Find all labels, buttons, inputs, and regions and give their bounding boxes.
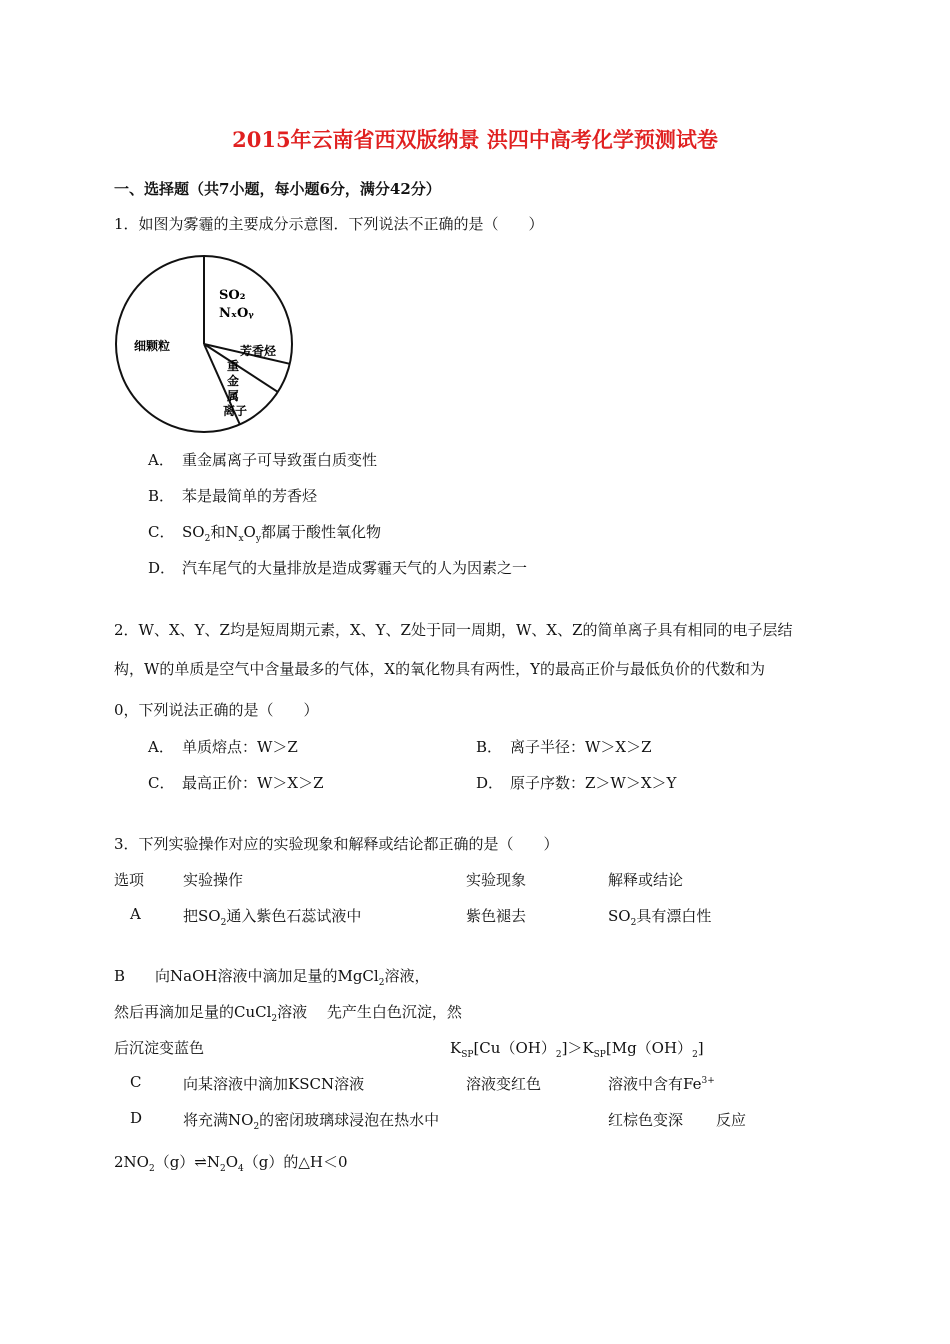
option-letter: A．	[148, 738, 174, 756]
subscript: 2	[253, 1122, 260, 1132]
q3-row-b-line-1[interactable]	[114, 965, 429, 988]
subscript: 4	[238, 1164, 244, 1174]
text: 将充满NO	[183, 1111, 254, 1129]
q3-header-phenomenon: 实验现象	[466, 871, 527, 889]
q2-stem-line-3: 0，下列说法正确的是（ ）	[114, 701, 319, 719]
option-text: 和N	[210, 523, 239, 541]
text: [Cu（OH）	[473, 1039, 556, 1057]
subscript: 2	[148, 1164, 155, 1174]
subscript: 2	[630, 918, 637, 928]
text: 溶液，	[384, 967, 430, 985]
superscript: 3+	[701, 1076, 715, 1086]
option-letter: B．	[476, 738, 503, 756]
subscript: 2	[692, 1050, 698, 1060]
pie-label-fine-particles: 细颗粒	[134, 339, 171, 353]
q3-header-conclusion: 解释或结论	[608, 871, 684, 889]
q3-row-a-phenomenon: 紫色褪去	[466, 907, 527, 925]
subscript: SP	[461, 1050, 474, 1060]
q2-option-a[interactable]	[148, 736, 298, 757]
text: 溶液中含有Fe	[608, 1075, 702, 1093]
pie-label-heavy-2: 金	[227, 374, 240, 388]
pie-label-heavy-4: 离子	[223, 404, 248, 418]
text: 把SO	[183, 907, 221, 925]
text: SO	[608, 907, 631, 925]
subscript: 2	[378, 978, 385, 988]
q3-row-a-option[interactable]: A	[130, 905, 141, 923]
q2-stem-line-1: 2．W、X、Y、Z均是短周期元素，X、Y、Z处于同一周期，W、X、Z的简单离子具有相同的电子层结	[114, 621, 793, 639]
option-text: 离子半径：W＞X＞Z	[510, 738, 652, 756]
text: ]	[697, 1039, 704, 1057]
option-text: 原子序数：Z＞W＞X＞Y	[510, 774, 677, 792]
text: 的密闭玻璃球浸泡在热水中	[259, 1111, 440, 1129]
section-heading: 一、选择题（共7小题，每小题6分，满分42分）	[114, 180, 441, 198]
option-text: 苯是最简单的芳香烃	[182, 487, 318, 505]
q3-row-d-phenomenon: 红棕色变深	[608, 1111, 684, 1129]
haze-pie-chart	[112, 244, 302, 434]
pie-label-so2: SO₂	[219, 288, 246, 303]
text: （g）的△H＜0	[243, 1153, 348, 1171]
option-text: 单质熔点：W＞Z	[182, 738, 298, 756]
text: （g）⇌N	[154, 1153, 220, 1171]
q3-stem: 3．下列实验操作对应的实验现象和解释或结论都正确的是（ ）	[114, 835, 559, 853]
option-letter: D．	[476, 774, 504, 792]
option-letter: D．	[148, 559, 176, 577]
option-text: 重金属离子可导致蛋白质变性	[182, 451, 378, 469]
option-letter: C．	[148, 774, 175, 792]
q3-row-b-line-3: 后沉淀变蓝色	[114, 1039, 205, 1057]
option-letter: A．	[148, 451, 174, 469]
q3-row-c-conclusion	[608, 1073, 715, 1094]
text: O	[225, 1153, 239, 1171]
q3-row-c-operation: 向某溶液中滴加KSCN溶液	[183, 1075, 365, 1093]
q3-row-d-operation	[183, 1109, 439, 1132]
option-text: O	[243, 523, 256, 541]
subscript: x	[238, 534, 244, 544]
q3-row-c-option[interactable]: C	[130, 1073, 142, 1091]
subscript: 2	[271, 1014, 278, 1024]
q3-row-b-conclusion	[450, 1037, 704, 1060]
q2-option-c[interactable]	[148, 772, 324, 793]
subscript: 2	[220, 918, 227, 928]
pie-label-aromatic: 芳香烃	[240, 344, 277, 358]
subscript: 2	[220, 1164, 226, 1174]
option-letter: C．	[148, 523, 175, 541]
q3-header-operation: 实验操作	[183, 871, 244, 889]
pie-label-heavy-3: 属	[227, 389, 240, 403]
q1-stem: 1．如图为雾霾的主要成分示意图．下列说法不正确的是（ ）	[114, 215, 544, 233]
option-letter: B．	[148, 487, 175, 505]
q2-option-d[interactable]	[476, 772, 676, 793]
q3-row-b-line-2	[114, 1001, 462, 1024]
q3-row-d-conclusion: 反应	[716, 1111, 747, 1129]
q3-row-d-option[interactable]: D	[130, 1109, 143, 1127]
option-text: SO	[182, 523, 205, 541]
subscript: 2	[204, 534, 211, 544]
text: 具有漂白性	[636, 907, 712, 925]
text: 溶液 先产生白色沉淀，然	[277, 1003, 462, 1021]
q1-option-b[interactable]	[148, 485, 317, 506]
subscript: y	[255, 534, 261, 544]
q1-option-d[interactable]	[148, 557, 527, 578]
q1-option-c[interactable]	[148, 521, 381, 544]
text: ]＞K	[561, 1039, 594, 1057]
page-title: 2015年云南省西双版纳景 洪四中高考化学预测试卷	[232, 127, 718, 152]
option-text: 最高正价：W＞X＞Z	[182, 774, 324, 792]
q3-row-c-phenomenon: 溶液变红色	[466, 1075, 542, 1093]
text: K	[450, 1039, 462, 1057]
subscript: 2	[555, 1050, 562, 1060]
pie-label-heavy-1: 重	[227, 359, 240, 373]
subscript: SP	[593, 1050, 606, 1060]
q3-row-a-conclusion	[608, 905, 711, 928]
text: 通入紫色石蕊试液中	[226, 907, 362, 925]
text: 然后再滴加足量的CuCl	[114, 1003, 272, 1021]
q2-option-b[interactable]	[476, 736, 652, 757]
option-text: 都属于酸性氧化物	[260, 523, 381, 541]
pie-label-nxoy: NₓOᵧ	[219, 306, 254, 321]
option-text: 汽车尾气的大量排放是造成雾霾天气的人为因素之一	[182, 559, 528, 577]
text: [Mg（OH）	[605, 1039, 693, 1057]
q3-header-option: 选项	[114, 871, 145, 889]
text: 2NO	[114, 1153, 149, 1171]
text: B 向NaOH溶液中滴加足量的MgCl	[114, 967, 379, 985]
q1-option-a[interactable]	[148, 449, 377, 470]
q2-stem-line-2: 构，W的单质是空气中含量最多的气体，X的氧化物具有两性，Y的最高正价与最低负价的代数和为	[114, 660, 766, 678]
q3-row-d-equation	[114, 1151, 348, 1174]
q3-row-a-operation	[183, 905, 361, 928]
